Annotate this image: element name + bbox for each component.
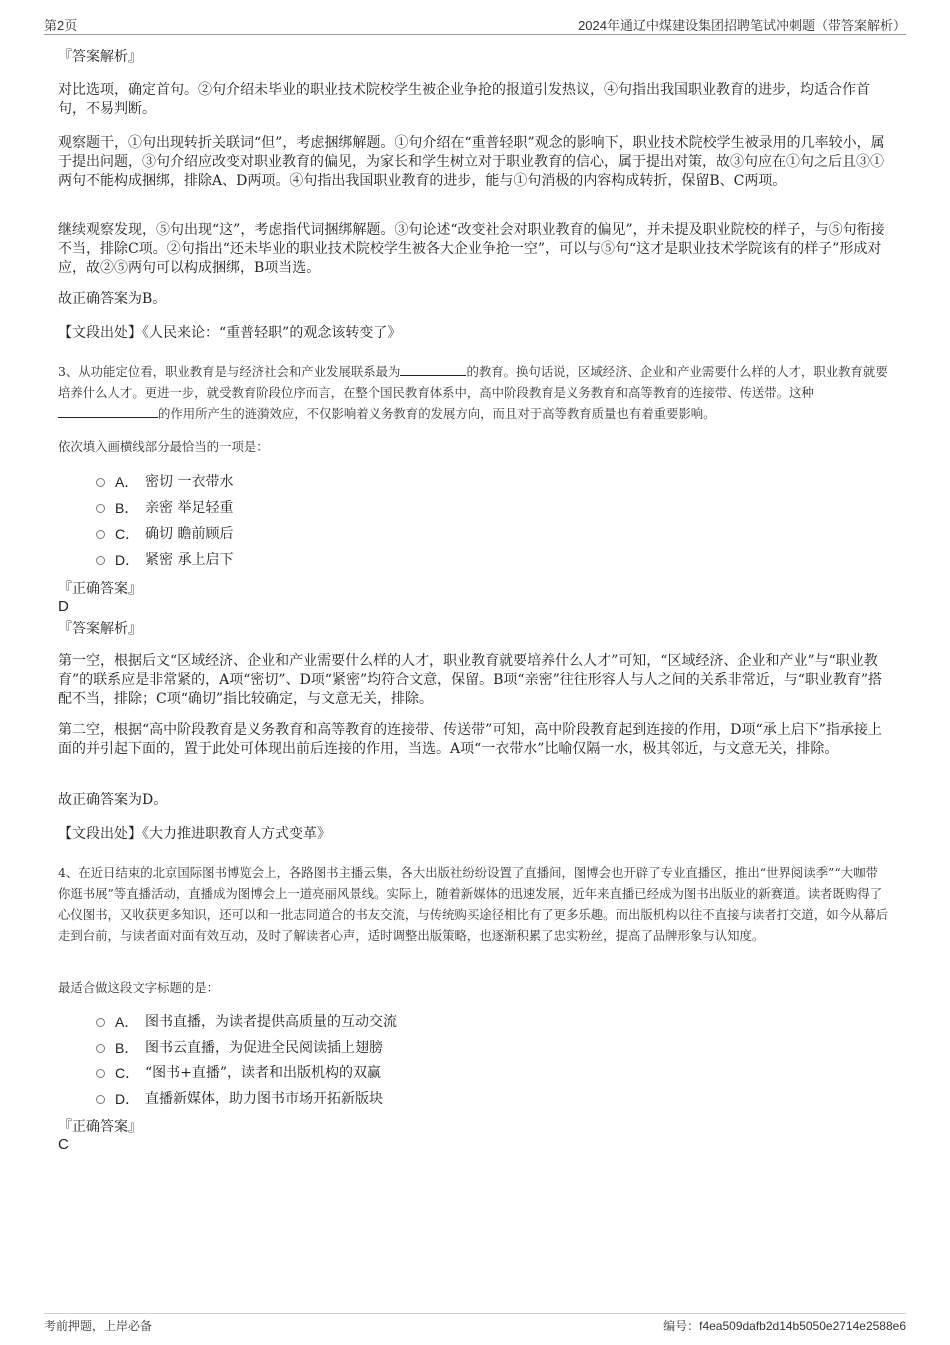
radio-icon[interactable] [96, 504, 105, 513]
q3-prompt: 依次填入画横线部分最恰当的一项是： [58, 439, 269, 454]
option-letter: A． [115, 474, 139, 490]
q3-correct-label: 『正确答案』 [58, 581, 142, 597]
option-text: 确切 瞻前顾后 [145, 526, 234, 542]
radio-icon[interactable] [96, 1018, 105, 1027]
radio-icon[interactable] [96, 1044, 105, 1053]
footer-slogan: 考前押题，上岸必备 [44, 1319, 153, 1333]
page-footer [44, 1313, 906, 1336]
q4-prompt: 最适合做这段文字标题的是： [58, 980, 220, 995]
q3-analysis-label: 『答案解析』 [58, 621, 142, 637]
option-letter: B． [115, 500, 139, 516]
page-header [44, 14, 906, 35]
document-id: 编号：f4ea509dafb2d14b5050e2714e2588e6 [663, 1319, 906, 1333]
q4-correct-label: 『正确答案』 [58, 1119, 142, 1135]
q3-blank-2 [58, 404, 158, 418]
q2-analysis-paragraph: 继续观察发现，⑤句出现“这”，考虑指代词捆绑解题。③句论述“改变社会对职业教育的偏见”，并未提及职业院校的样子，与⑤句衔接不当，排除C项。②句指出“还未毕业的职业技术院校学生被各大企业争抢一空”，可以与⑤句“这才是职业技术学院该有的样子”形成对应，故②⑤两句可以构成捆绑，B项当选。 [58, 222, 885, 276]
option-letter: D． [115, 1091, 140, 1107]
q3-final-answer: 故正确答案为D。 [58, 792, 168, 808]
page-number: 第2页 [44, 18, 78, 33]
option-letter: B． [115, 1040, 139, 1056]
q2-analysis-label: 『答案解析』 [58, 49, 142, 65]
q3-correct-answer: D [58, 598, 69, 615]
option-letter: D． [115, 552, 140, 568]
option-text: 图书云直播，为促进全民阅读插上翅膀 [145, 1040, 383, 1056]
q3-source: 【文段出处】《大力推进职教育人方式变革》 [58, 826, 331, 842]
document-title: 2024年通辽中煤建设集团招聘笔试冲刺题（带答案解析） [578, 18, 906, 33]
radio-icon[interactable] [96, 1095, 105, 1104]
option-letter: C． [115, 526, 140, 542]
q2-analysis-paragraph: 观察题干，①句出现转折关联词“但”，考虑捆绑解题。①句介绍在“重普轻职”观念的影响下，职业技术院校学生被录用的几率较小，属于提出问题，③句介绍应改变对职业教育的偏见，为家长和学生树立对于职业教育的信心，属于提出对策，故③句应在①句之后且③①两句不能构成捆绑，排除A、D两项。④句指出我国职业教育的进步，能与①句消极的内容构成转折，保留B、C两项。 [58, 135, 885, 189]
option-text: 直播新媒体，助力图书市场开拓新版块 [145, 1091, 383, 1107]
option-text: 密切 一衣带水 [145, 474, 234, 490]
q3-blank-1 [400, 362, 466, 376]
q3-stem [58, 361, 890, 424]
q2-source: 【文段出处】《人民来论：“重普轻职”的观念该转变了》 [58, 325, 402, 341]
radio-icon[interactable] [96, 1069, 105, 1078]
option-text: 紧密 承上启下 [145, 552, 234, 568]
q2-final-answer: 故正确答案为B。 [58, 291, 167, 307]
q3-stem-part1: 3、从功能定位看，职业教育是与经济社会和产业发展联系最为 [58, 364, 401, 379]
radio-icon[interactable] [96, 478, 105, 487]
q3-stem-part3: 的作用所产生的涟漪效应，不仅影响着义务教育的发展方向，而且对于高等教育质量也有着重要影响。 [158, 406, 716, 421]
q4-correct-answer: C [58, 1136, 69, 1153]
option-text: 亲密 举足轻重 [145, 500, 234, 516]
q3-analysis-paragraph: 第一空，根据后文“区域经济、企业和产业需要什么样的人才，职业教育就要培养什么人才”可知，“区域经济、企业和产业”与“职业教育”的联系应是非常紧的，A项“密切”、D项“紧密”均符合文意，保留。B项“亲密”往往形容人与人之间的关系非常近，与“职业教育”搭配不当，排除；C项“确切”指比较确定，与文意无关，排除。 [58, 653, 883, 707]
option-letter: A． [115, 1014, 139, 1030]
option-text: “图书+直播”，读者和出版机构的双赢 [145, 1065, 382, 1081]
radio-icon[interactable] [96, 530, 105, 539]
q3-analysis-paragraph: 第二空，根据“高中阶段教育是义务教育和高等教育的连接带、传送带”可知，高中阶段教育起到连接的作用，D项“承上启下”指承接上面的并引起下面的，置于此处可体现出前后连接的作用，当选。A项“一衣带水”比喻仅隔一水，极其邻近，与文意无关，排除。 [58, 722, 882, 757]
option-text: 图书直播，为读者提供高质量的互动交流 [145, 1014, 397, 1030]
q3-stem-part2: 的教育。换句话说，区域经济、企业和产业需要什么样的人才，职业教育就要培养什么人才。更进一步，就受教育阶段位序而言，在整个国民教育体系中，高中阶段教育是义务教育和高等教育的连接带、传送带。这种 [58, 364, 888, 400]
q2-analysis-paragraph: 对比选项，确定首句。②句介绍未毕业的职业技术院校学生被企业争抢的报道引发热议，④句指出我国职业教育的进步，均适合作首句，不易判断。 [58, 82, 870, 117]
radio-icon[interactable] [96, 556, 105, 565]
q4-stem: 4、在近日结束的北京国际图书博览会上，各路图书主播云集，各大出版社纷纷设置了直播间，图博会也开辟了专业直播区，推出“世界阅读季”“大咖带你逛书展”等直播活动，直播成为图博会上一道亮丽风景线。实际上，随着新媒体的迅速发展，近年来直播已经成为图书出版业的新赛道。读者既购得了心仪图书，又收获更多知识，还可以和一批志同道合的书友交流，与传统购买途径相比有了更多乐趣。而出版机构以往不直接与读者打交道，如今从幕后走到台前，与读者面对面有效互动，及时了解读者心声，适时调整出版策略，也逐渐积累了忠实粉丝，提高了品牌形象与认知度。 [58, 865, 889, 943]
option-letter: C． [115, 1065, 140, 1081]
